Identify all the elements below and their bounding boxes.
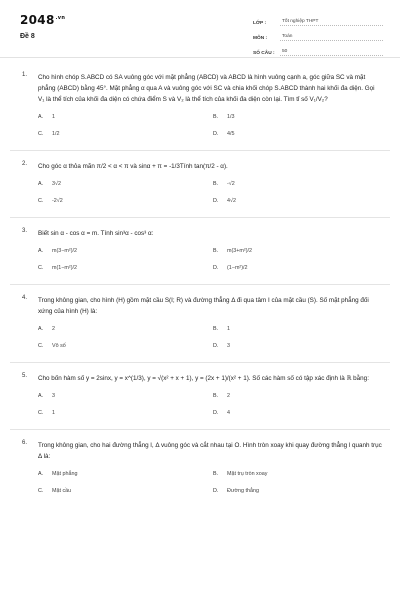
question-list xyxy=(0,72,400,503)
answer-option-c[interactable] xyxy=(38,196,213,213)
answer-option-c[interactable] xyxy=(38,129,213,146)
answer-option-b[interactable] xyxy=(213,391,388,408)
answer-options xyxy=(38,179,382,213)
option-text: -2√2 xyxy=(52,198,63,204)
option-letter: C. xyxy=(38,410,44,416)
option-text: Mặt trụ tròn xoay xyxy=(227,471,268,477)
meta-value: Tốt nghiệp THPT xyxy=(280,19,383,26)
option-text: Đường thẳng xyxy=(227,488,260,494)
option-text: -√2 xyxy=(227,181,235,187)
meta-row-subject xyxy=(253,28,383,41)
option-text: Vô số xyxy=(52,343,66,349)
answer-options xyxy=(38,112,382,146)
option-letter: D. xyxy=(213,131,219,137)
option-text: 3 xyxy=(52,393,55,399)
question-number: 4. xyxy=(22,295,28,301)
divider xyxy=(10,284,390,285)
question-item xyxy=(0,161,400,213)
answer-option-a[interactable] xyxy=(38,112,213,129)
answer-option-b[interactable] xyxy=(213,112,388,129)
option-text: 4 xyxy=(227,410,230,416)
question-number: 5. xyxy=(22,373,28,379)
option-text: 3 xyxy=(227,343,230,349)
option-letter: C. xyxy=(38,265,44,271)
answer-option-b[interactable] xyxy=(213,469,388,486)
divider xyxy=(10,150,390,151)
option-text: 1/2 xyxy=(52,131,60,137)
answer-option-a[interactable] xyxy=(38,179,213,196)
option-text: 2 xyxy=(227,393,230,399)
divider xyxy=(10,217,390,218)
meta-value: 50 xyxy=(280,49,383,56)
meta-label: SỐ CÂU : xyxy=(253,51,275,56)
option-text: m(1−m²)/2 xyxy=(52,265,78,271)
answer-option-d[interactable] xyxy=(213,196,388,213)
answer-options xyxy=(38,391,382,425)
option-text: 2 xyxy=(52,326,55,332)
logo-suffix: .vn xyxy=(55,15,66,21)
meta-row-class xyxy=(253,13,383,26)
question-item xyxy=(0,440,400,503)
question-text: Biết sin α - cos α = m. Tính sin³α - cos³ α: xyxy=(38,230,154,237)
answer-option-b[interactable] xyxy=(213,324,388,341)
option-letter: D. xyxy=(213,488,219,494)
option-letter: A. xyxy=(38,393,44,399)
option-text: 1/3 xyxy=(227,114,235,120)
option-letter: B. xyxy=(213,114,219,120)
answer-option-d[interactable] xyxy=(213,129,388,146)
option-letter: C. xyxy=(38,131,44,137)
divider xyxy=(10,362,390,363)
option-text: 1 xyxy=(52,114,55,120)
option-letter: B. xyxy=(213,181,219,187)
question-item xyxy=(0,72,400,146)
option-text: m(3−m²)/2 xyxy=(52,248,78,254)
exam-header xyxy=(0,0,400,58)
option-text: 1 xyxy=(227,326,230,332)
option-letter: C. xyxy=(38,343,44,349)
meta-label: LỚP : xyxy=(253,21,267,26)
option-letter: A. xyxy=(38,471,44,477)
divider xyxy=(10,429,390,430)
option-letter: B. xyxy=(213,326,219,332)
meta-row-count xyxy=(253,43,383,56)
meta-label: MÔN : xyxy=(253,36,268,41)
meta-value: Toán xyxy=(280,34,383,41)
option-letter: B. xyxy=(213,248,219,254)
question-item xyxy=(0,373,400,425)
answer-option-c[interactable] xyxy=(38,341,213,358)
question-number: 3. xyxy=(22,228,28,234)
answer-options xyxy=(38,469,382,503)
question-text: Cho góc α thỏa mãn π/2 < α < π và sinα + π = -1/3Tính tan(π/2 - α). xyxy=(38,163,228,170)
option-text: 4√2 xyxy=(227,198,236,204)
answer-option-c[interactable] xyxy=(38,486,213,503)
question-number: 2. xyxy=(22,161,28,167)
option-letter: C. xyxy=(38,198,44,204)
option-letter: D. xyxy=(213,198,219,204)
option-text: 1 xyxy=(52,410,55,416)
answer-option-d[interactable] xyxy=(213,263,388,280)
option-letter: A. xyxy=(38,181,44,187)
option-text: m(3+m²)/2 xyxy=(227,248,253,254)
option-text: Mặt cầu xyxy=(52,488,72,494)
answer-options xyxy=(38,246,382,280)
question-text: Trong không gian, cho hai đường thẳng l, Δ vuông góc và cắt nhau tại O. Hình tròn xoay khi quay đường thẳng l quanh trục Δ là: xyxy=(38,442,382,460)
answer-option-d[interactable] xyxy=(213,486,388,503)
question-number: 6. xyxy=(22,440,28,446)
answer-option-a[interactable] xyxy=(38,324,213,341)
question-text: Cho hình chóp S.ABCD có SA vuông góc với mặt phẳng (ABCD) và ABCD là hình vuông cạnh a, góc giữa SC và mặt phẳng (ABCD) bằng 45°. Mặt phẳng α qua A và vuông góc với SC và chia khối chóp S.ABCD thành hai khối đa diện. Gọi V₁ là thể tích của khối đa diện có chứa điểm S và V₂ là thể tích của khối đa diện còn lại. Tìm tỉ số V₁/V₂? xyxy=(38,74,375,103)
option-text: (1−m²)/2 xyxy=(227,265,248,271)
option-letter: D. xyxy=(213,410,219,416)
question-item xyxy=(0,228,400,280)
answer-option-a[interactable] xyxy=(38,246,213,263)
option-text: 4/5 xyxy=(227,131,235,137)
question-text: Trong không gian, cho hình (H) gồm mặt cầu S(I; R) và đường thẳng Δ đi qua tâm I của mặt cầu (S). Số mặt phẳng đối xứng của hình (H) là: xyxy=(38,297,369,315)
option-letter: A. xyxy=(38,248,44,254)
site-logo[interactable] xyxy=(20,13,65,27)
exam-meta xyxy=(253,13,383,58)
option-letter: B. xyxy=(213,393,219,399)
answer-option-a[interactable] xyxy=(38,469,213,486)
answer-option-d[interactable] xyxy=(213,341,388,358)
answer-option-b[interactable] xyxy=(213,246,388,263)
question-item xyxy=(0,295,400,358)
answer-option-c[interactable] xyxy=(38,263,213,280)
option-letter: A. xyxy=(38,326,44,332)
question-text: Cho bốn hàm số y = 2sinx, y = x^(1/3), y = √(x² + x + 1), y = (2x + 1)/(x² + 1). Số các hàm số có tập xác định là ℝ bằng: xyxy=(38,375,369,382)
logo-text: 2048 xyxy=(20,13,55,27)
answer-option-d[interactable] xyxy=(213,408,388,425)
answer-option-b[interactable] xyxy=(213,179,388,196)
exam-code: Đề 8 xyxy=(20,33,35,40)
answer-option-c[interactable] xyxy=(38,408,213,425)
answer-option-a[interactable] xyxy=(38,391,213,408)
option-letter: B. xyxy=(213,471,219,477)
option-letter: D. xyxy=(213,343,219,349)
option-text: Mặt phẳng xyxy=(52,471,78,477)
answer-options xyxy=(38,324,382,358)
option-text: 3√2 xyxy=(52,181,61,187)
option-letter: D. xyxy=(213,265,219,271)
question-number: 1. xyxy=(22,72,28,78)
option-letter: C. xyxy=(38,488,44,494)
option-letter: A. xyxy=(38,114,44,120)
